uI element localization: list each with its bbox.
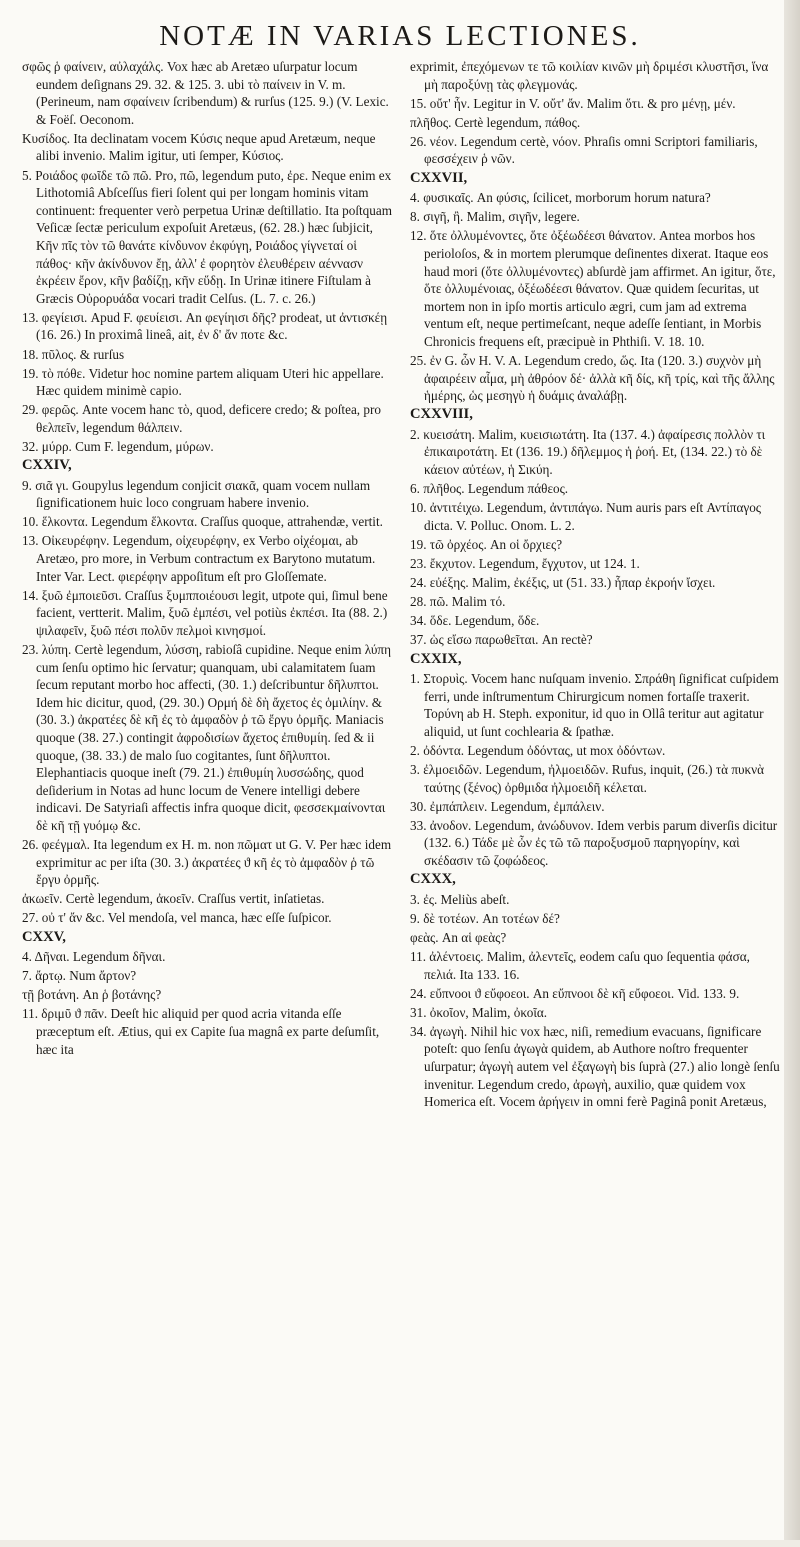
chapter-heading: CXXVIII,: [410, 406, 473, 423]
note-entry: 27. οὐ τ' ἄν &c. Vel mendoſa, vel manca, hæc eſſe ſuſpicor.: [22, 910, 332, 926]
note-entry: πλῆθος. Certè legendum, πάθος.: [410, 114, 581, 130]
note-entry: exprimit, ἐπεχόμενων τε τῶ κοιλίαν κινῶν μὴ δριμέσι κλυστῆσι, ἵνα μὴ παροξύνῃ τὰς φλεγμονάς.: [410, 59, 769, 92]
note-entry: 11. ἀλέντοεις. Malim, ἀλεντεῖς, eodem caſu quo ſequentia φάσα, πελιά. Ita 133. 16.: [410, 949, 750, 982]
note-entry: 10. ἀντιτέιχω. Legendum, ἀντιπάγω. Num auris pars eſt Αντίπαγος dicta. V. Polluc. Onom. L. 2.: [410, 500, 762, 533]
note-entry: 3. ἐς. Meliùs abeſt.: [410, 891, 510, 907]
note-entry: 34. ἀγωγὴ. Nihil hic vox hæc, niſi, remedium evacuans, ſignificare poteſt: quo ſenſu ἀγωγὰ quidem, ab Authore noſtro frequenter uſurpatur; ἀγωγὴ autem vel ἐξαγωγὴ bis ſuprà (27.) alio longè ſenſu invenitur. Legendum credo, ἀρωγὴ, auxilio, quæ quidem vox Homerica eſt. Vocem ἀρήγειν in omni ferè Paginâ ponit Aretæus,: [410, 1023, 780, 1110]
note-entry: φεὰς. An αἱ φεὰς?: [410, 929, 507, 945]
note-entry: 31. ὀκοῖον, Malim, ὀκοῖα.: [410, 1004, 548, 1020]
note-entry: 29. φερῶς. Ante vocem hanc τὸ, quod, deficere credo; & poſtea, pro θελπεῖν, legendum θάλπειν.: [22, 402, 381, 435]
note-entry: 7. ἄρτῳ. Num ἄρτον?: [22, 968, 137, 984]
note-entry: σφῶς ῥ φαίνειν, αὐλαχάλς. Vox hæc ab Aretæo uſurpatur locum eundem deſignans 29. 32. & 125. 3. ubi τὸ παίνειν in V. m. (Perineum, nam σφαίνειν ſcribendum) & rurſus (125. 9.) (V. Lexic. & Foëſ. Oeconom.: [22, 59, 389, 127]
note-entry: 28. πῶ. Malim τό.: [410, 594, 506, 610]
note-entry: τῇ βοτάνη. An ῥ βοτάνης?: [22, 987, 162, 1003]
note-entry: Κυσίδος. Ita declinatam vocem Κύσις neque apud Aretæum, neque alibi invenio. Malim igitur, uti ſemper, Κύσιος.: [22, 130, 376, 164]
page-title: NOTÆ IN VARIAS LECTIONES.: [159, 20, 641, 52]
bottom-margin: [0, 1540, 800, 1547]
note-entry: 26. νέον. Legendum certè, νόον. Phraſis omni Scriptori familiaris, φεσσέχειν ῥ νῶν.: [410, 133, 758, 167]
chapter-heading: CXXIV,: [22, 457, 72, 474]
note-entry: 26. φεέγμαλ. Ita legendum ex H. m. non πῶματ ut G. V. Per hæc idem exprimitur ac per iſta (30. 3.) ἀκρατέες ϑ κῆ ἐς τὸ ἀμφαδὸν ῥ τῶ ἔργυ ὀρμῆς.: [22, 837, 392, 888]
chapter-heading: CXXV,: [22, 928, 66, 945]
note-entry: 33. ἀνοδον. Legendum, ἀνώδυνον. Idem verbis parum diverſis dicitur (132. 6.) Τάδε μὲ ὦν ἐς τῶ τῶ παροξυσμοῦ παρηγορίην, καὶ σκέδασιν τῶ ζοφώδεος.: [410, 817, 778, 869]
page-edge-shadow: [784, 0, 800, 1547]
chapter-heading: CXXVII,: [410, 169, 468, 186]
note-entry: 34. ὅδε. Legendum, ὅδε.: [410, 613, 540, 629]
note-entry: 6. πλῆθος. Legendum πάθεος.: [410, 481, 569, 497]
note-entry: 14. ξυῶ ἐμποιεῦσι. Craſſus ξυμπποιέουσι legit, utpote qui, ſimul bene facient, vertterit. Malim, ξυῶ ἐμπέσι, vel potiùs ἐκπέσι. Ita (88. 2.) ψιλαφεῖν, ξυῶ πέσι πολῦν πελμοὶ κινησμοί.: [22, 587, 388, 638]
left-column: [22, 58, 394, 1060]
note-entry: 23. λύπη. Certè legendum, λύσση, rabioſâ cupidine. Neque enim λύπη cum ſenſu optimo hic ſervatur; quanquam, ubi calamitatem ſuam ſecum reputant morbo hoc affecti, (30. 1.) deſcribuntur δῆλυπτοι. Idem hic dicitur, quod, (29. 30.) Ορμή δὲ δὴ ἄχετος ἐς ὁμιλίην. & (30. 3.) ἀκρατέες δὲ κῆ ἐς τὸ ἀμφαδὸν ῥ τῶ ἔργυ ὀρμῆς. Maniacis quoque (38. 27.) contingit ἀφροδισίων ἄχετος ἐπιθυμίη. ſed & ii quoque, (38. 33.) de malo ſuo cogitantes, ſunt δῆλυπτοι. Elephantiacis quoque ineſt (79. 21.) ἐπιθυμίη λυσσώδης, quod deſiderium in Notas ad hunc locum de Venere intelligi debere indicavi. De Satyriaſi affectis infra quoque dicit, φεσσεκμαίνονται δὲ κῆ τῇ γυόμῳ &c.: [22, 642, 391, 833]
note-entry: 4. Δῆναι. Legendum δῆναι.: [22, 949, 166, 965]
note-entry: 9. σιᾶ γι. Goupylus legendum conjicit σιακᾶ, quam vocem nullam ſignificationem huic loco congruam habere invenio.: [22, 477, 371, 511]
note-entry: 24. εὐέξης. Malim, ἐκέξις, ut (51. 33.) ἧπαρ ἐκροήν ἴσχει.: [410, 575, 716, 591]
note-entry: 24. εὔπνοοι ϑ εὔφοεοι. An εὔπνοοι δὲ κῆ εὔφοεοι. Vid. 133. 9.: [410, 985, 740, 1001]
note-entry: 19. τὸ πόθε. Videtur hoc nomine partem aliquam Uteri hic appellare. Hæc quidem minimè capio.: [22, 365, 384, 399]
chapter-heading: CXXIX,: [410, 650, 462, 667]
note-entry: 10. ἕλκοντα. Legendum ἕλκοντα. Craſſus quoque, attrahendæ, vertit.: [22, 514, 383, 530]
note-entry: 2. ὀδόντα. Legendum ὀδόντας, ut mox ὀδόντων.: [410, 742, 666, 758]
note-entry: 3. ἐλμοειδῶν. Legendum, ἠλμοειδῶν. Rufus, inquit, (26.) τὰ πυκνὰ ταύτης (ξένος) ὀρθμιδα ἠλμοειδῆ κέλεται.: [410, 762, 765, 795]
note-entry: 2. κυεισάτη. Malim, κυεισιωτάτη. Ita (137. 4.) ἀφαίρεσις πολλὸν τι ἐπικαιροτάτη. Et (136. 19.) δῆλεμμος ἡ ῥοή. Et, (134. 22.) τὸ δὲ κάειον αὐτέων, ἡ Σικύη.: [410, 426, 766, 478]
note-entry: 8. σιγῆ, ἢ. Malim, σιγῆν, legere.: [410, 209, 580, 225]
note-entry: 9. δὲ τοτέων. An τοτέων δέ?: [410, 910, 560, 926]
note-entry: 18. πῦλος. & rurſus: [22, 346, 125, 362]
note-entry: ἀκωεῖν. Certè legendum, ἀκοεῖν. Craſſus vertit, inſatietas.: [22, 891, 325, 907]
note-entry: 19. τῶ ὀρχέος. An οἱ ὄρχιες?: [410, 536, 563, 552]
note-entry: 15. οὔτ' ἦν. Legitur in V. οὔτ' ἄν. Malim ὅτι. & pro μένῃ, μέν.: [410, 95, 736, 111]
note-entry: 12. ὅτε ὀλλυμένοντες, ὅτε ὀξέωδέεσι θάνατον. Antea morbos hos perioloſos, & in mortem plerumque deſinentes dixerat. Itaque eos haud mori (ὅτε ὀλλυμένοντες) abſurdè jam affirmet. An igitur, ὅτε, ὅτε ὀλλυμένοιας, ὀξέωδέεσι θάνατον. Quæ quidem ſecuritas, ut mortem non in ipſo mortis articulo ægri, cum jam ad extrema ventum eſt, neque pertimeſcant, neque adeſſe ſentiant, in Morbis Chronicis frequens eſt, præcipuè in Phthiſi. V. 18. 10.: [410, 228, 776, 349]
note-entry: 1. Στορυὶς. Vocem hanc nuſquam invenio. Σπράθη ſignificat cuſpidem ferri, unde inſtrumentum Chirurgicum nomen fortaſſe traxerit. Τορύνη ab H. Steph. exponitur, id quo in Ollâ teritur aut agitatur aliquid, ut ſunt cochlearia & ſpathæ.: [410, 671, 779, 739]
note-entry: 23. ἔκχυτον. Legendum, ἔγχυτον, ut 124. 1.: [410, 556, 640, 572]
note-entry: 13. φεγίεισι. Apud F. φευίεισι. An φεγίηισι δῆς? prodeat, ut ἀντισκέῃ (16. 26.) In proximâ lineâ, ait, ἐν δ' ἄν ποτε &c.: [22, 309, 388, 343]
note-entry: 11. δριμῦ ϑ πᾶν. Deeſt hic aliquid per quod acria vitanda eſſe præceptum eſt. Ætius, qui ex Capite ſua magnâ ex parte deſumſit, hæc ita: [22, 1006, 380, 1057]
note-entry: 32. μύρρ. Cum F. legendum, μύρων.: [22, 438, 214, 454]
note-entry: 30. ἐμπάπλειν. Legendum, ἐμπάλειν.: [410, 798, 605, 814]
chapter-heading: CXXX,: [410, 871, 456, 888]
note-entry: 4. φυσικαῖς. An φύσις, ſcilicet, morborum horum natura?: [410, 190, 711, 206]
note-entry: 37. ὡς εἴσω παρωθεῖται. An rectè?: [410, 632, 593, 648]
note-entry: 25. ἐν G. ὦν H. V. A. Legendum credo, ὥς. Ita (120. 3.) συχνὸν μὴ ἀφαιρέειν αἷμα, μὴ ἀθρόον δέ· ἀλλὰ κῆ δίς, κῆ τρίς, καὶ τῆς ἄλλης ἡμέρης, ὡς μεσηγὺ ἡ δυάμις ἀναλάβῃ.: [410, 353, 775, 404]
note-entry: 5. Ροιάδος φωῖδε τῶ πῶ. Pro, πῶ, legendum puto, ἐρε. Neque enim ex Lithotomiâ Abſceſſus fieri ſolent qui per longam hominis vitam continuent: frequenter verò perpetua Urinæ deſtillatio. Ita poſtquam Veſicæ ſectæ periculum expoſuit Aretæus, (62. 28.) hæc ſubjicit, Κῆν πῖς τὸν τῶ θανάτε κίνδυνον ἐκφύγη, Ροιάδος γίγνεταί οἱ πάθος· κῆν ἀκίνδυνον ἔῃ, ἀλλ' ἐ φορητὸν ἐλευθέρειν αέννασν ἐκρέειν ἔρον, κῆν βαδίζῃ, κῆν εὕδῃ. In Urinæ itinere Fiſtulam à Græcis Οὐρορυάδα vocari tradit Celſus. (L. 7. c. 26.): [22, 167, 392, 306]
note-entry: 13. Οἰκευρέφην. Legendum, οἰχευρέφην, ex Verbo οἰχέομαι, ab Aretæo, pro more, in Verbum contractum ex Barytono mutatum. Inter Var. Lect. φιερέφην appoſitum eſt pro Gloſſemate.: [22, 533, 376, 584]
right-column: [410, 58, 782, 1112]
